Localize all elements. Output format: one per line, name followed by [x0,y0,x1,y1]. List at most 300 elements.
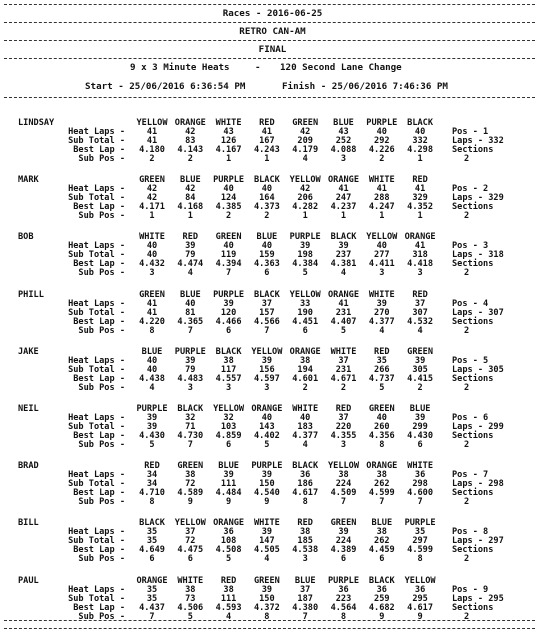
sub-pos-value: 7 [226,268,232,279]
heat-laps-value: 39 [223,470,234,481]
best-lap-value: 4.593 [215,602,242,613]
lane-color: BLACK [368,575,395,586]
sub-total-value: 34 [146,479,158,490]
final-position: Pos - 9 [452,584,489,595]
heat-laps-value: 42 [146,184,158,195]
best-lap-value: 4.247 [368,202,395,213]
lane-color: GREEN [253,575,280,586]
heat-laps-value: 38 [338,470,349,481]
lane-color: WHITE [368,289,395,300]
sub-pos-value: 2 [417,382,423,393]
sub-total-value: 299 [412,422,428,432]
best-lap-value: 4.394 [215,259,242,270]
driver-block [0,576,545,636]
sub-pos-value: 9 [264,497,270,508]
best-lap-value: 4.557 [215,373,242,384]
sub-pos-value: 4 [187,268,193,279]
sub-pos-value: 3 [226,382,232,393]
sub-pos-value: 3 [149,268,155,279]
best-lap-value: 4.179 [292,145,319,155]
sub-pos-value: 6 [340,554,347,565]
best-lap-value: 4.438 [139,373,165,384]
heat-laps-value: 40 [376,127,387,137]
lane-color: BLUE [141,346,163,357]
lane-color: WHITE [330,346,357,357]
heat-laps-value: 33 [300,298,311,309]
best-lap-value: 4.601 [292,373,319,384]
heat-laps-value: 40 [300,413,311,423]
lane-color: YELLOW [404,575,436,586]
best-lap-value: 4.355 [330,431,357,441]
lane-color: BLACK [139,518,165,529]
lane-color: PURPLE [404,518,436,529]
sub-pos-value: 5 [264,440,270,450]
sub-pos-value: 4 [264,554,270,565]
heat-laps-value: 38 [185,584,196,595]
lane-color: BLUE [333,118,354,128]
sections-label: Sections [452,316,494,327]
heat-laps-value: 39 [146,413,158,423]
sub-total-value: 111 [220,593,237,604]
heat-laps-value: 41 [414,184,426,195]
sub-total-value: 292 [374,136,390,146]
best-lap-value: 4.540 [253,488,280,499]
sub-total-value: 167 [259,136,275,146]
heat-laps-label: Heat Laps - [68,527,125,538]
sub-pos-label: Sub Pos - [78,611,125,622]
final-position: Pos - 2 [452,184,489,195]
sub-pos-value: 1 [417,154,423,164]
best-lap-value: 4.484 [215,488,242,499]
heat-laps-value: 39 [414,413,426,423]
sub-pos-value: 6 [417,440,423,450]
sub-pos-value: 3 [340,154,347,164]
total-laps: Laps - 298 [452,479,504,490]
lane-color: BLUE [371,518,393,529]
total-laps: Laps - 329 [452,193,504,204]
best-lap-label: Best Lap - [73,545,125,556]
heat-laps-value: 38 [376,527,387,538]
heat-laps-value: 37 [338,413,349,423]
sub-pos-value: 8 [149,325,155,336]
sub-total-value: 220 [335,422,352,432]
sub-total-value: 270 [374,307,390,318]
heat-laps-value: 32 [223,413,234,423]
sub-total-value: 150 [259,479,275,490]
heat-laps-value: 39 [185,241,196,252]
sections-value: 2 [464,211,470,222]
best-lap-value: 4.373 [253,202,280,213]
lane-change: 120 Second Lane Change [280,62,402,73]
heat-laps-value: 38 [376,470,387,481]
sections-value: 2 [464,440,470,450]
sections-label: Sections [452,431,494,441]
sub-pos-value: 1 [149,211,155,222]
best-lap-value: 4.377 [292,431,319,441]
lane-color: WHITE [215,118,242,128]
heat-laps-value: 41 [146,127,158,137]
sub-pos-value: 5 [187,611,193,622]
sub-total-value: 73 [185,593,196,604]
sub-pos-value: 1 [340,211,347,222]
heat-laps-value: 40 [376,241,387,252]
best-lap-value: 4.377 [368,316,395,327]
driver-block [0,461,545,521]
driver-name: NEIL [18,404,39,414]
sub-total-value: 117 [220,364,237,375]
best-lap-value: 4.430 [139,431,165,441]
sub-pos-value: 7 [187,440,193,450]
sub-total-value: 111 [220,479,237,490]
total-laps: Laps - 305 [452,364,504,375]
best-lap-label: Best Lap - [73,488,125,499]
sub-pos-label: Sub Pos - [78,440,125,450]
driver-block [0,518,545,578]
best-lap-value: 4.168 [177,202,204,213]
sub-total-value: 103 [220,422,237,432]
heat-laps-value: 40 [185,298,196,309]
best-lap-value: 4.298 [407,145,434,155]
sub-total-value: 40 [146,364,158,375]
heat-laps-label: Heat Laps - [68,127,125,137]
best-lap-value: 4.474 [177,259,204,270]
best-lap-value: 4.180 [139,145,165,155]
heat-laps-value: 40 [261,413,273,423]
best-lap-value: 4.372 [253,602,280,613]
best-lap-value: 4.459 [368,545,395,556]
sections-value: 2 [464,554,470,565]
sub-total-value: 126 [220,136,237,146]
heat-format: 9 x 3 Minute Heats [130,62,230,73]
lane-color: BLUE [179,175,201,186]
sub-pos-value: 7 [302,611,308,622]
sub-pos-value: 4 [302,154,308,164]
lane-color: BLACK [407,118,434,128]
divider [4,4,535,5]
best-lap-value: 4.430 [407,431,434,441]
driver-block [0,404,545,464]
lane-color: RED [182,232,199,243]
lane-color: BLACK [215,346,242,357]
sub-total-value: 124 [220,193,237,204]
sub-total-value: 143 [259,422,275,432]
heat-laps-value: 37 [261,298,273,309]
heat-laps-label: Heat Laps - [68,355,125,366]
sub-pos-value: 6 [226,440,232,450]
sub-pos-label: Sub Pos - [78,211,125,222]
lane-color: WHITE [253,518,280,529]
heat-laps-value: 43 [338,127,349,137]
lane-color: PURPLE [213,289,245,300]
final-position: Pos - 8 [452,527,489,538]
heat-laps-value: 41 [376,184,387,195]
sub-pos-value: 5 [379,382,385,393]
sub-total-value: 156 [259,364,275,375]
sections-label: Sections [452,373,494,384]
sections-value: 2 [464,325,470,336]
lane-color: RED [335,404,352,414]
lane-color: GREEN [215,232,242,243]
best-lap-value: 4.407 [330,316,357,327]
best-lap-label: Best Lap - [73,259,125,270]
heat-laps-value: 40 [146,355,158,366]
sub-pos-value: 6 [302,325,308,336]
sub-pos-value: 5 [302,268,308,279]
lane-color: GREEN [139,175,165,186]
sub-total-value: 288 [374,193,390,204]
best-lap-value: 4.599 [368,488,395,499]
sub-pos-value: 7 [379,497,385,508]
sub-pos-value: 9 [187,497,193,508]
sub-total-value: 183 [297,422,313,432]
heat-laps-value: 41 [338,298,349,309]
lane-color: GREEN [330,518,357,529]
sub-pos-value: 9 [379,611,385,622]
sub-pos-value: 4 [417,325,423,336]
heat-laps-value: 43 [223,127,234,137]
total-laps: Laps - 295 [452,593,504,604]
sub-total-label: Sub Total - [68,307,125,318]
best-lap-value: 4.384 [292,259,319,270]
best-lap-value: 4.617 [407,602,434,613]
total-laps: Laps - 299 [452,422,504,432]
sub-total-value: 329 [412,193,428,204]
driver-block [0,232,545,292]
sub-total-value: 260 [374,422,390,432]
heat-laps-value: 39 [261,355,273,366]
lane-color: YELLOW [327,461,360,472]
lane-color: PURPLE [366,118,398,128]
sub-pos-value: 7 [187,325,193,336]
best-lap-value: 4.143 [177,145,204,155]
best-lap-value: 4.385 [215,202,242,213]
lane-color: ORANGE [174,118,206,128]
lane-color: GREEN [368,404,395,414]
heat-laps-value: 35 [146,527,158,538]
sub-total-value: 159 [259,250,275,261]
sub-total-value: 194 [297,364,313,375]
heat-laps-value: 38 [223,584,234,595]
driver-name: PHILL [18,289,44,300]
sub-pos-value: 1 [379,211,385,222]
sub-total-value: 164 [259,193,275,204]
sub-pos-label: Sub Pos - [78,268,125,279]
best-lap-label: Best Lap - [73,202,125,213]
best-lap-value: 4.617 [292,488,319,499]
sub-total-label: Sub Total - [68,536,125,547]
best-lap-value: 4.088 [330,145,357,155]
sub-pos-value: 1 [187,211,193,222]
lane-color: BLUE [256,232,278,243]
best-lap-value: 4.509 [330,488,357,499]
best-lap-value: 4.737 [368,373,395,384]
best-lap-label: Best Lap - [73,145,125,155]
heat-laps-value: 36 [300,470,311,481]
heat-laps-value: 39 [261,527,273,538]
best-lap-label: Best Lap - [73,373,125,384]
driver-name: MARK [18,175,39,186]
heat-laps-label: Heat Laps - [68,413,125,423]
best-lap-value: 4.566 [253,316,280,327]
lane-color: GREEN [292,118,319,128]
best-lap-value: 4.564 [330,602,357,613]
sub-pos-value: 9 [417,611,423,622]
sub-total-value: 231 [335,307,352,318]
sub-pos-value: 8 [264,611,270,622]
sub-pos-value: 3 [302,554,308,565]
sub-total-label: Sub Total - [68,136,125,146]
sub-total-value: 150 [259,593,275,604]
sub-total-value: 190 [297,307,313,318]
driver-name: JAKE [18,346,39,357]
sub-total-value: 305 [412,364,428,375]
heat-laps-value: 36 [414,470,426,481]
driver-block [0,347,545,407]
best-lap-value: 4.599 [407,545,434,556]
lane-color: RED [412,175,428,186]
heat-laps-value: 39 [300,241,311,252]
sub-total-label: Sub Total - [68,364,125,375]
sub-pos-value: 1 [417,211,423,222]
lane-color: YELLOW [174,518,206,529]
sub-total-value: 119 [220,250,237,261]
lane-color: ORANGE [251,404,283,414]
sub-total-value: 295 [412,593,428,604]
lane-color: ORANGE [289,346,321,357]
sub-pos-value: 1 [226,154,232,164]
sub-total-value: 297 [412,536,428,547]
best-lap-value: 4.600 [407,488,434,499]
sub-pos-value: 2 [226,211,232,222]
finish-time: Finish - 25/06/2016 7:46:36 PM [282,81,448,92]
heat-laps-value: 37 [338,355,349,366]
lane-color: RED [144,461,160,472]
sub-total-value: 209 [297,136,313,146]
best-lap-value: 4.710 [139,488,165,499]
sub-pos-value: 2 [379,154,385,164]
heat-laps-value: 36 [376,584,387,595]
sub-pos-value: 3 [264,382,270,393]
total-laps: Laps - 297 [452,536,504,547]
final-position: Pos - 5 [452,355,489,366]
best-lap-value: 4.466 [215,316,242,327]
heat-laps-value: 40 [223,184,234,195]
lane-color: BLACK [177,404,204,414]
sub-pos-value: 7 [264,325,270,336]
sub-pos-value: 6 [226,325,232,336]
sub-pos-value: 6 [187,554,193,565]
best-lap-value: 4.237 [330,202,357,213]
lane-color: YELLOW [289,289,321,300]
sub-total-value: 223 [335,593,352,604]
heat-laps-value: 40 [223,241,234,252]
sub-pos-value: 4 [340,268,347,279]
driver-block [0,175,545,235]
lane-color: ORANGE [213,518,245,529]
sub-pos-value: 9 [226,497,232,508]
sub-total-value: 224 [335,479,352,490]
heat-laps-value: 39 [414,355,426,366]
heat-laps-value: 41 [338,184,349,195]
sub-total-value: 108 [220,536,237,547]
sub-total-value: 72 [185,536,196,547]
sub-total-value: 318 [412,250,428,261]
sub-pos-label: Sub Pos - [78,382,125,393]
sub-total-value: 72 [185,479,196,490]
sub-pos-value: 6 [264,268,270,279]
sub-pos-value: 5 [340,325,347,336]
series-name: RETRO CAN-AM [239,26,306,37]
heat-laps-value: 35 [146,584,158,595]
best-lap-value: 4.475 [177,545,204,556]
sections-value: 2 [464,268,470,279]
lane-color: YELLOW [251,346,283,357]
sub-total-value: 83 [185,136,196,146]
sub-total-value: 120 [220,307,237,318]
driver-block [0,290,545,350]
best-lap-value: 4.730 [177,431,204,441]
heat-laps-value: 36 [223,527,234,538]
best-lap-value: 4.538 [292,545,319,556]
lane-color: ORANGE [404,232,436,243]
heat-laps-value: 38 [223,355,234,366]
sub-total-value: 35 [146,593,158,604]
lane-color: BLUE [294,575,316,586]
heat-laps-value: 40 [261,241,273,252]
start-time: Start - 25/06/2016 6:36:54 PM [85,81,246,92]
best-lap-value: 4.859 [215,431,242,441]
lane-color: WHITE [292,404,319,414]
best-lap-value: 4.451 [292,316,319,327]
lane-color: PURPLE [136,404,168,414]
sub-total-label: Sub Total - [68,593,125,604]
total-laps: Laps - 307 [452,307,504,318]
report-title: Races - 2016-06-25 [222,8,323,19]
round-name: FINAL [258,44,287,55]
sub-pos-value: 4 [226,611,232,622]
best-lap-value: 4.282 [292,202,319,213]
best-lap-value: 4.508 [215,545,242,556]
total-laps: Laps - 332 [452,136,504,146]
sub-total-value: 186 [297,479,313,490]
lane-color: BLACK [253,289,280,300]
sub-total-value: 277 [374,250,390,261]
best-lap-value: 4.418 [407,259,434,270]
sections-value: 2 [464,382,470,393]
lane-color: WHITE [177,575,204,586]
best-lap-label: Best Lap - [73,316,125,327]
sub-total-value: 206 [297,193,313,204]
divider [4,40,535,41]
best-lap-value: 4.380 [292,602,319,613]
heat-laps-value: 37 [300,584,311,595]
sub-pos-value: 4 [302,440,308,450]
lane-color: RED [297,518,313,529]
sub-total-label: Sub Total - [68,193,125,204]
sections-label: Sections [452,202,494,213]
sub-pos-value: 3 [340,440,347,450]
heat-laps-value: 38 [300,355,311,366]
sub-total-value: 224 [335,536,352,547]
sub-total-value: 40 [146,250,158,261]
sub-total-value: 259 [374,593,390,604]
best-lap-value: 4.356 [368,431,395,441]
sub-pos-value: 5 [149,440,155,450]
sub-pos-label: Sub Pos - [78,325,125,336]
best-lap-value: 4.243 [253,145,280,155]
sub-total-value: 39 [146,422,158,432]
total-laps: Laps - 318 [452,250,504,261]
